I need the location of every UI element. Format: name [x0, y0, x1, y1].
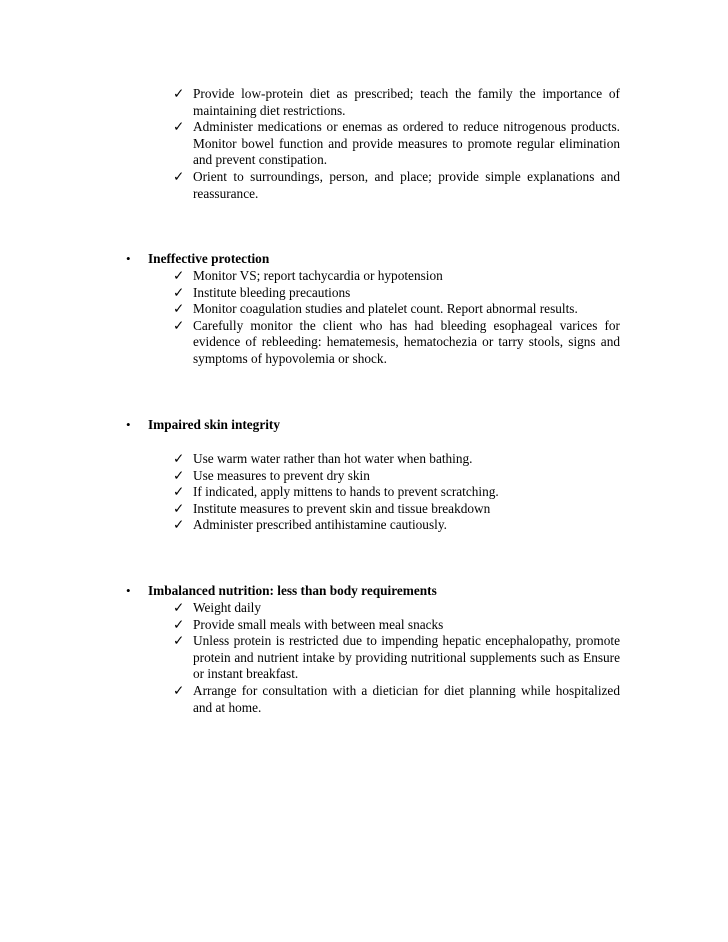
checkmark-icon: ✓	[173, 633, 185, 649]
list-item: ✓ Provide small meals with between meal snacks	[173, 616, 444, 632]
bullet-icon: •	[126, 251, 131, 266]
list-item: ✓ Unless protein is restricted due to impending hepatic encephalopathy, promote protein and nutrient intake by providing nutritional supplements such as Ensure or instant breakfast.	[173, 633, 620, 682]
checkmark-icon: ✓	[173, 301, 185, 317]
section-checklist	[173, 451, 620, 534]
section-heading: Imbalanced nutrition: less than body requirements	[148, 583, 437, 598]
list-item: ✓ Carefully monitor the client who has had bleeding esophageal varices for evidence of rebleeding: hematemesis, hematochezia or tarry stools, signs and symptoms of hypovolemia or shock.	[173, 317, 620, 366]
list-item: ✓ Provide low-protein diet as prescribed; teach the family the importance of maintaining diet restrictions.	[173, 86, 620, 118]
section-checklist	[173, 268, 620, 368]
list-item: ✓ Institute bleeding precautions	[173, 284, 351, 300]
checkmark-icon: ✓	[173, 451, 185, 466]
checkmark-icon: ✓	[173, 616, 185, 632]
list-item: ✓ Arrange for consultation with a dietician for diet planning while hospitalized and at home.	[173, 682, 620, 715]
list-item: ✓ Orient to surroundings, person, and place; provide simple explanations and reassurance.	[173, 168, 620, 201]
checkmark-icon: ✓	[173, 500, 185, 516]
checkmark-icon: ✓	[173, 600, 185, 615]
section-checklist	[173, 600, 620, 716]
checkmark-icon: ✓	[173, 467, 185, 483]
list-item: ✓ Weight daily	[173, 600, 261, 615]
checkmark-icon: ✓	[173, 168, 185, 184]
list-item: ✓ Administer prescribed antihistamine cautiously.	[173, 517, 447, 533]
list-item: ✓ If indicated, apply mittens to hands to prevent scratching.	[173, 484, 499, 500]
list-item: ✓ Institute measures to prevent skin and tissue breakdown	[173, 500, 491, 516]
bullet-icon: •	[126, 417, 131, 432]
top-checklist	[173, 86, 620, 202]
list-item: ✓ Monitor VS; report tachycardia or hypotension	[173, 268, 443, 283]
checkmark-icon: ✓	[173, 268, 185, 283]
list-item: ✓ Administer medications or enemas as ordered to reduce nitrogenous products. Monitor bowel function and provide measures to promote regular elimination and prevent constipation.	[173, 119, 620, 168]
checkmark-icon: ✓	[173, 119, 185, 135]
section-heading: Ineffective protection	[148, 251, 270, 266]
checkmark-icon: ✓	[173, 517, 185, 533]
list-item: ✓ Use measures to prevent dry skin	[173, 467, 370, 483]
list-item: ✓ Monitor coagulation studies and platelet count. Report abnormal results.	[173, 301, 578, 317]
checkmark-icon: ✓	[173, 484, 185, 500]
checkmark-icon: ✓	[173, 284, 185, 300]
list-item: ✓ Use warm water rather than hot water when bathing.	[173, 451, 473, 466]
checkmark-icon: ✓	[173, 682, 185, 698]
bullet-icon: •	[126, 583, 131, 598]
checkmark-icon: ✓	[173, 317, 185, 333]
checkmark-icon: ✓	[173, 86, 185, 101]
section-heading: Impaired skin integrity	[148, 417, 280, 432]
